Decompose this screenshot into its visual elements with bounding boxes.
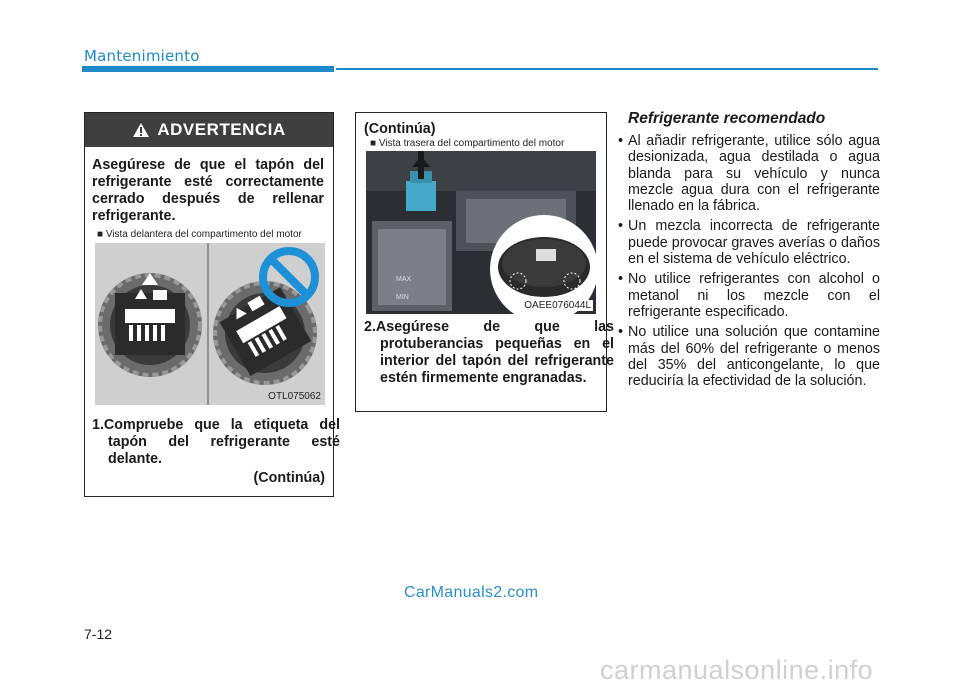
rear-figure-code: OAEE076044L: [524, 300, 591, 311]
section-title: Mantenimiento: [84, 47, 200, 65]
warning-box: [84, 112, 340, 497]
tank-min-label: MIN: [396, 294, 409, 301]
page-number: 7-12: [84, 626, 113, 642]
recommended-coolant-list: [612, 133, 880, 393]
recommended-coolant-title: Refrigerante recomendado: [628, 110, 826, 127]
tank-max-label: MAX: [396, 276, 412, 283]
coolant-cap-illustration: [95, 243, 325, 405]
warning-icon: [132, 122, 150, 138]
list-item: • No utilice refrigerantes con alcohol o metanol ni los mezcle con el refrigerante especificado.: [612, 271, 880, 320]
list-item: • Al añadir refrigerante, utilice sólo agua desionizada, agua destilada o agua blanda para su vehículo y nunca mezcle agua dura con el refrigerante llenado en la fábrica.: [612, 133, 880, 214]
warning-header: [85, 113, 333, 147]
continues-label: (Continúa): [253, 470, 325, 486]
warning-header-label: ADVERTENCIA: [157, 120, 286, 139]
warning-text: Asegúrese de que el tapón del refrigerante esté correctamente cerrado después de rellenar refrigerante.: [92, 157, 324, 224]
continued-heading: (Continúa): [364, 121, 436, 137]
front-figure-caption: ■ Vista delantera del compartimento del motor: [97, 229, 302, 240]
engine-bay-illustration: [366, 151, 596, 314]
front-cap-figure: [95, 243, 325, 405]
step-1-text: 1.Compruebe que la etiqueta del tapón del refrigerante esté delante.: [92, 417, 340, 467]
list-item: • No utilice una solución que contamine más del 60% del refrigerante o menos del 35% del anticongelante, lo que reduciría la efectividad de la solución.: [612, 324, 880, 389]
rear-engine-figure: [366, 151, 596, 314]
list-item: • Un mezcla incorrecta de refrigerante puede provocar graves averías o daños en el sistema de vehículo eléctrico.: [612, 218, 880, 267]
header-rule-thick: [82, 66, 334, 72]
watermark-link[interactable]: CarManuals2.com: [404, 584, 539, 601]
step-2-text: 2.Asegúrese de que las protuberancias pequeñas en el interior del tapón del refrigerante estén firmemente engranadas.: [364, 319, 614, 386]
footer-site-mark: carmanualsonline.info: [600, 655, 874, 685]
header-rule-thin: [336, 68, 878, 70]
front-figure-code: OTL075062: [268, 391, 321, 402]
rear-figure-caption: ■ Vista trasera del compartimento del motor: [370, 138, 565, 149]
continued-box: [355, 112, 614, 412]
